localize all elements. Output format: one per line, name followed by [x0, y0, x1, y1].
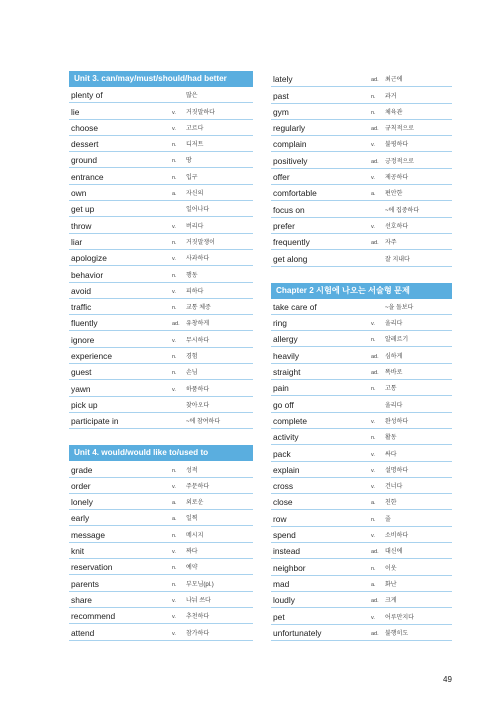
vocab-word: behavior — [71, 269, 104, 280]
vocab-meaning: 편안한 — [385, 191, 403, 198]
vocab-meaning: 고르다 — [186, 125, 204, 132]
vocab-row — [271, 315, 452, 331]
continued-list — [271, 71, 452, 267]
vocab-word: liar — [71, 236, 83, 247]
vocab-meaning: 외로운 — [186, 500, 204, 507]
part-of-speech: n. — [172, 305, 177, 312]
vocab-word: explain — [273, 464, 300, 475]
part-of-speech: ad. — [371, 370, 379, 377]
unit4-list — [69, 461, 253, 640]
vocab-meaning: 고통 — [385, 386, 397, 393]
vocab-meaning: 일어나다 — [186, 207, 210, 214]
vocab-meaning: 불행히도 — [385, 630, 409, 637]
vocab-row — [69, 494, 253, 510]
vocab-meaning: 추천하다 — [186, 614, 210, 621]
vocab-word: ground — [71, 155, 98, 166]
vocab-word: grade — [71, 464, 93, 475]
part-of-speech: a. — [172, 516, 177, 523]
vocab-word: message — [71, 529, 105, 540]
vocab-meaning: 건너다 — [385, 484, 403, 491]
vocab-meaning: 자신의 — [186, 191, 204, 198]
part-of-speech: ad. — [371, 353, 379, 360]
vocab-meaning: 활동 — [385, 435, 397, 442]
vocab-row — [69, 168, 253, 184]
vocab-row — [271, 169, 452, 185]
part-of-speech: v. — [172, 549, 176, 556]
vocab-word: allergy — [273, 334, 298, 345]
vocab-word: choose — [71, 122, 99, 133]
vocab-row — [69, 315, 253, 331]
vocab-word: complain — [273, 139, 307, 150]
part-of-speech: ad. — [371, 549, 379, 556]
part-of-speech: ad. — [371, 126, 379, 133]
vocab-meaning: 심하게 — [385, 353, 403, 360]
vocab-meaning: 과거 — [385, 93, 397, 100]
page-number: 49 — [443, 675, 452, 684]
vocab-row — [271, 250, 452, 266]
vocab-meaning: 화난 — [385, 581, 397, 588]
vocab-row — [69, 510, 253, 526]
vocab-meaning: 친한 — [385, 500, 397, 507]
vocab-meaning: 설명하다 — [385, 467, 409, 474]
vocab-word: lie — [71, 106, 80, 117]
vocab-row — [271, 201, 452, 217]
part-of-speech: a. — [371, 191, 376, 198]
vocab-meaning: 줄 — [385, 516, 391, 523]
vocab-row — [69, 543, 253, 559]
vocab-row — [69, 103, 253, 119]
vocab-meaning: 참가하다 — [186, 630, 210, 637]
vocab-meaning: ~에 참여하다 — [186, 419, 221, 426]
part-of-speech: n. — [172, 565, 177, 572]
vocab-row — [69, 185, 253, 201]
vocab-row — [271, 396, 452, 412]
part-of-speech: v. — [371, 418, 375, 425]
vocab-row — [69, 201, 253, 217]
vocab-meaning: 성적 — [186, 467, 198, 474]
vocab-word: reservation — [71, 562, 113, 573]
vocab-meaning: 자주 — [385, 240, 397, 247]
vocab-row — [271, 120, 452, 136]
vocab-word: positively — [273, 155, 308, 166]
vocab-meaning: 손님 — [186, 370, 198, 377]
vocab-word: lonely — [71, 497, 93, 508]
right-column — [271, 71, 452, 641]
vocab-word: row — [273, 513, 287, 524]
vocab-row — [69, 397, 253, 413]
vocab-word: activity — [273, 432, 299, 443]
vocab-row — [271, 71, 452, 87]
vocab-word: avoid — [71, 285, 92, 296]
vocab-row — [271, 510, 452, 526]
vocab-row — [271, 331, 452, 347]
vocab-meaning: 많은 — [186, 93, 198, 100]
vocab-meaning: 행동 — [186, 272, 198, 279]
vocab-row — [271, 413, 452, 429]
vocab-row — [271, 445, 452, 461]
part-of-speech: n. — [172, 174, 177, 181]
vocab-word: pain — [273, 383, 289, 394]
part-of-speech: n. — [172, 467, 177, 474]
part-of-speech: v. — [371, 614, 375, 621]
vocab-meaning: 싸다 — [385, 451, 397, 458]
vocab-meaning: 입구 — [186, 174, 198, 181]
vocab-row — [271, 152, 452, 168]
vocab-row — [271, 87, 452, 103]
part-of-speech: n. — [172, 272, 177, 279]
vocab-word: ignore — [71, 334, 95, 345]
vocab-meaning: ~을 돌보다 — [385, 304, 414, 311]
chapter2-list — [271, 299, 452, 641]
part-of-speech: ad. — [172, 321, 180, 328]
vocab-word: parents — [71, 578, 99, 589]
vocab-meaning: 나눠 쓰다 — [186, 597, 211, 604]
part-of-speech: v. — [172, 630, 176, 637]
vocab-word: traffic — [71, 302, 92, 313]
vocab-meaning: 찾아오다 — [186, 402, 210, 409]
part-of-speech: v. — [371, 175, 375, 182]
vocab-row — [69, 592, 253, 608]
vocab-meaning: 짜다 — [186, 549, 198, 556]
vocab-word: plenty of — [71, 90, 103, 101]
vocab-row — [271, 364, 452, 380]
vocab-row — [271, 608, 452, 624]
vocab-word: recommend — [71, 611, 116, 622]
part-of-speech: v. — [371, 533, 375, 540]
section-gap — [271, 267, 452, 283]
unit3-list — [69, 87, 253, 429]
vocab-meaning: 교통 체증 — [186, 305, 211, 312]
vocab-word: pack — [273, 448, 291, 459]
vocab-row — [271, 494, 452, 510]
vocab-word: complete — [273, 415, 307, 426]
vocab-meaning: 울리다 — [385, 321, 403, 328]
vocab-word: gym — [273, 106, 289, 117]
vocab-row — [69, 526, 253, 542]
vocab-row — [69, 136, 253, 152]
part-of-speech: v. — [371, 142, 375, 149]
vocab-word: apologize — [71, 253, 107, 264]
vocab-row — [69, 87, 253, 103]
part-of-speech: n. — [172, 239, 177, 246]
vocab-meaning: 긍정적으로 — [385, 158, 414, 165]
vocab-word: frequently — [273, 237, 310, 248]
vocab-meaning: 피하다 — [186, 288, 204, 295]
vocab-meaning: 최근에 — [385, 77, 403, 84]
vocab-word: early — [71, 513, 90, 524]
chapter2-header: Chapter 2 시험에 나오는 서술형 문제 — [271, 283, 452, 299]
vocab-meaning: 일찍 — [186, 516, 198, 523]
vocab-row — [271, 543, 452, 559]
vocab-row — [69, 624, 253, 640]
vocab-word: spend — [273, 530, 296, 541]
part-of-speech: n. — [172, 581, 177, 588]
vocab-meaning: 알레르기 — [385, 337, 409, 344]
vocab-meaning: 거짓말하다 — [186, 109, 215, 116]
unit3-header: Unit 3. can/may/must/should/had better — [69, 71, 253, 87]
vocab-row — [69, 413, 253, 429]
part-of-speech: v. — [172, 125, 176, 132]
vocab-row — [271, 218, 452, 234]
vocab-word: attend — [71, 627, 95, 638]
vocab-word: mad — [273, 578, 290, 589]
part-of-speech: n. — [371, 109, 376, 116]
vocab-meaning: 거짓말쟁이 — [186, 239, 215, 246]
vocab-meaning: 유창하게 — [186, 321, 210, 328]
vocab-row — [69, 331, 253, 347]
part-of-speech: n. — [371, 435, 376, 442]
vocab-row — [69, 575, 253, 591]
part-of-speech: v. — [172, 223, 176, 230]
vocab-meaning: 이웃 — [385, 565, 397, 572]
vocab-word: prefer — [273, 220, 295, 231]
vocab-word: cross — [273, 481, 294, 492]
part-of-speech: v. — [371, 484, 375, 491]
part-of-speech: v. — [172, 386, 176, 393]
vocab-meaning: ~에 집중하다 — [385, 207, 420, 214]
part-of-speech: ad. — [371, 630, 379, 637]
vocab-row — [69, 152, 253, 168]
part-of-speech: a. — [172, 191, 177, 198]
part-of-speech: n. — [371, 337, 376, 344]
part-of-speech: ad. — [371, 158, 379, 165]
vocab-row — [271, 136, 452, 152]
vocab-word: throw — [71, 220, 92, 231]
part-of-speech: a. — [371, 581, 376, 588]
vocab-word: knit — [71, 546, 85, 557]
vocab-word: participate in — [71, 416, 119, 427]
vocab-word: heavily — [273, 350, 300, 361]
vocab-meaning: 규칙적으로 — [385, 126, 414, 133]
vocab-row — [271, 380, 452, 396]
part-of-speech: v. — [172, 597, 176, 604]
part-of-speech: n. — [172, 158, 177, 165]
vocab-row — [271, 234, 452, 250]
vocab-word: dessert — [71, 139, 99, 150]
part-of-speech: a. — [172, 500, 177, 507]
vocab-meaning: 소비하다 — [385, 533, 409, 540]
vocab-row — [271, 462, 452, 478]
part-of-speech: n. — [371, 386, 376, 393]
vocab-row — [69, 299, 253, 315]
vocab-row — [69, 250, 253, 266]
vocab-meaning: 땅 — [186, 158, 192, 165]
vocab-row — [69, 364, 253, 380]
vocab-word: unfortunately — [273, 627, 322, 638]
vocab-row — [69, 380, 253, 396]
section-gap — [69, 429, 253, 445]
vocab-word: fluently — [71, 318, 98, 329]
vocab-meaning: 하품하다 — [186, 386, 210, 393]
vocab-meaning: 선호하다 — [385, 223, 409, 230]
vocab-row — [69, 283, 253, 299]
part-of-speech: a. — [371, 500, 376, 507]
vocab-meaning: 완성하다 — [385, 418, 409, 425]
vocab-meaning: 경험 — [186, 354, 198, 361]
vocab-word: instead — [273, 546, 301, 557]
part-of-speech: n. — [172, 354, 177, 361]
vocab-meaning: 버리다 — [186, 223, 204, 230]
part-of-speech: n. — [172, 370, 177, 377]
part-of-speech: v. — [371, 451, 375, 458]
part-of-speech: ad. — [371, 77, 379, 84]
vocab-meaning: 어루만지다 — [385, 614, 414, 621]
part-of-speech: v. — [172, 483, 176, 490]
vocab-word: guest — [71, 367, 92, 378]
vocab-word: own — [71, 188, 87, 199]
vocab-row — [271, 576, 452, 592]
vocab-row — [271, 559, 452, 575]
part-of-speech: v. — [172, 288, 176, 295]
vocab-word: lately — [273, 74, 293, 85]
vocab-row — [69, 234, 253, 250]
vocab-meaning: 무시하다 — [186, 337, 210, 344]
vocab-row — [69, 478, 253, 494]
left-column — [69, 71, 253, 641]
vocab-row — [271, 478, 452, 494]
vocab-meaning: 대신에 — [385, 549, 403, 556]
vocab-row — [69, 348, 253, 364]
part-of-speech: v. — [371, 223, 375, 230]
vocab-meaning: 사과하다 — [186, 256, 210, 263]
vocab-word: comfortable — [273, 188, 317, 199]
vocab-row — [69, 120, 253, 136]
vocab-word: close — [273, 497, 293, 508]
vocab-meaning: 부모님(pl.) — [186, 581, 214, 588]
vocab-row — [69, 266, 253, 282]
vocab-meaning: 크게 — [385, 598, 397, 605]
part-of-speech: v. — [371, 321, 375, 328]
part-of-speech: n. — [172, 532, 177, 539]
part-of-speech: n. — [371, 516, 376, 523]
vocab-word: straight — [273, 367, 301, 378]
vocab-word: neighbor — [273, 562, 306, 573]
vocab-word: offer — [273, 172, 290, 183]
vocab-word: get up — [71, 204, 95, 215]
vocab-row — [69, 608, 253, 624]
vocab-word: get along — [273, 253, 308, 264]
vocab-meaning: 디저트 — [186, 142, 204, 149]
vocab-word: share — [71, 594, 92, 605]
part-of-speech: v. — [172, 337, 176, 344]
vocab-word: order — [71, 480, 91, 491]
vocab-row — [271, 625, 452, 641]
vocab-row — [271, 185, 452, 201]
vocab-word: pick up — [71, 399, 98, 410]
vocab-meaning: 주문하다 — [186, 483, 210, 490]
vocab-row — [69, 461, 253, 477]
vocab-meaning: 똑바로 — [385, 370, 403, 377]
vocab-row — [271, 527, 452, 543]
part-of-speech: n. — [371, 93, 376, 100]
vocab-word: experience — [71, 351, 112, 362]
vocab-row — [271, 592, 452, 608]
part-of-speech: n. — [172, 142, 177, 149]
vocab-meaning: 울리다 — [385, 402, 403, 409]
vocab-row — [271, 104, 452, 120]
vocab-meaning: 예약 — [186, 565, 198, 572]
vocab-row — [271, 347, 452, 363]
vocab-word: loudly — [273, 595, 295, 606]
vocab-row — [271, 429, 452, 445]
vocab-word: yawn — [71, 383, 91, 394]
vocab-meaning: 제공하다 — [385, 175, 409, 182]
part-of-speech: ad. — [371, 240, 379, 247]
vocab-meaning: 체육관 — [385, 109, 403, 116]
vocab-word: regularly — [273, 123, 306, 134]
vocab-word: entrance — [71, 171, 104, 182]
part-of-speech: v. — [172, 614, 176, 621]
vocab-word: ring — [273, 318, 287, 329]
part-of-speech: v. — [172, 256, 176, 263]
vocab-row — [69, 217, 253, 233]
vocab-meaning: 잘 지내다 — [385, 256, 410, 263]
vocab-word: focus on — [273, 204, 305, 215]
vocab-word: past — [273, 90, 289, 101]
vocab-meaning: 메시지 — [186, 532, 204, 539]
vocab-word: go off — [273, 399, 294, 410]
vocab-row — [69, 559, 253, 575]
part-of-speech: n. — [371, 565, 376, 572]
vocab-word: take care of — [273, 301, 317, 312]
unit4-header: Unit 4. would/would like to/used to — [69, 445, 253, 461]
part-of-speech: v. — [172, 109, 176, 116]
part-of-speech: ad. — [371, 598, 379, 605]
vocab-word: pet — [273, 611, 285, 622]
vocab-meaning: 불평하다 — [385, 142, 409, 149]
part-of-speech: v. — [371, 467, 375, 474]
vocab-row — [271, 299, 452, 315]
